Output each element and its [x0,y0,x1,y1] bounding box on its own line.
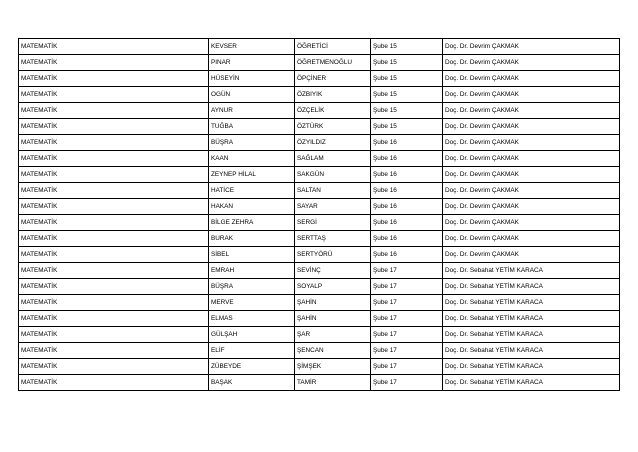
first-name-cell: KEVSER [209,39,295,55]
last-name-cell: ÖZYILDIZ [295,135,371,151]
branch-cell: Şube 17 [371,375,443,391]
department-cell: MATEMATİK [19,295,209,311]
last-name-cell: SAKGÜN [295,167,371,183]
first-name-cell: EMRAH [209,263,295,279]
table-row [19,87,620,103]
first-name-cell: HATİCE [209,183,295,199]
table-row [19,247,620,263]
first-name-cell: PINAR [209,55,295,71]
branch-cell: Şube 17 [371,279,443,295]
advisor-cell: Doç. Dr. Devrim ÇAKMAK [443,55,620,71]
table-row [19,167,620,183]
last-name-cell: ÖĞRETİCİ [295,39,371,55]
last-name-cell: SERGİ [295,215,371,231]
table-row [19,151,620,167]
table-row [19,119,620,135]
branch-cell: Şube 17 [371,327,443,343]
first-name-cell: TUĞBA [209,119,295,135]
department-cell: MATEMATİK [19,247,209,263]
table-row [19,55,620,71]
department-cell: MATEMATİK [19,119,209,135]
department-cell: MATEMATİK [19,87,209,103]
first-name-cell: HÜSEYİN [209,71,295,87]
department-cell: MATEMATİK [19,135,209,151]
first-name-cell: BAŞAK [209,375,295,391]
advisor-cell: Doç. Dr. Devrim ÇAKMAK [443,103,620,119]
table-row [19,311,620,327]
branch-cell: Şube 15 [371,55,443,71]
department-cell: MATEMATİK [19,103,209,119]
last-name-cell: SOYALP [295,279,371,295]
branch-cell: Şube 16 [371,151,443,167]
last-name-cell: SAĞLAM [295,151,371,167]
table-row [19,215,620,231]
first-name-cell: OGÜN [209,87,295,103]
table-row [19,359,620,375]
branch-cell: Şube 16 [371,215,443,231]
table-row [19,71,620,87]
advisor-cell: Doç. Dr. Sebahat YETİM KARACA [443,311,620,327]
branch-cell: Şube 15 [371,87,443,103]
branch-cell: Şube 15 [371,71,443,87]
last-name-cell: SERTTAŞ [295,231,371,247]
department-cell: MATEMATİK [19,199,209,215]
table-row [19,135,620,151]
advisor-cell: Doç. Dr. Devrim ÇAKMAK [443,247,620,263]
last-name-cell: ŞAR [295,327,371,343]
department-cell: MATEMATİK [19,183,209,199]
department-cell: MATEMATİK [19,327,209,343]
advisor-cell: Doç. Dr. Sebahat YETİM KARACA [443,327,620,343]
department-cell: MATEMATİK [19,359,209,375]
department-cell: MATEMATİK [19,279,209,295]
last-name-cell: ŞİMŞEK [295,359,371,375]
last-name-cell: ÖZÇELİK [295,103,371,119]
table-row [19,279,620,295]
table-row [19,231,620,247]
branch-cell: Şube 17 [371,359,443,375]
last-name-cell: TAMİR [295,375,371,391]
student-list-sheet [18,38,619,391]
last-name-cell: ÖZTÜRK [295,119,371,135]
branch-cell: Şube 16 [371,183,443,199]
branch-cell: Şube 16 [371,247,443,263]
branch-cell: Şube 17 [371,311,443,327]
advisor-cell: Doç. Dr. Devrim ÇAKMAK [443,167,620,183]
advisor-cell: Doç. Dr. Devrim ÇAKMAK [443,231,620,247]
department-cell: MATEMATİK [19,39,209,55]
last-name-cell: ÖPÇİNER [295,71,371,87]
table-row [19,199,620,215]
advisor-cell: Doç. Dr. Sebahat YETİM KARACA [443,343,620,359]
first-name-cell: BÜŞRA [209,135,295,151]
advisor-cell: Doç. Dr. Devrim ÇAKMAK [443,199,620,215]
advisor-cell: Doç. Dr. Devrim ÇAKMAK [443,87,620,103]
first-name-cell: BİLGE ZEHRA [209,215,295,231]
table-row [19,343,620,359]
first-name-cell: SİBEL [209,247,295,263]
advisor-cell: Doç. Dr. Sebahat YETİM KARACA [443,263,620,279]
first-name-cell: BÜŞRA [209,279,295,295]
branch-cell: Şube 15 [371,103,443,119]
branch-cell: Şube 17 [371,343,443,359]
first-name-cell: ZEYNEP HİLAL [209,167,295,183]
table-row [19,183,620,199]
department-cell: MATEMATİK [19,231,209,247]
table-row [19,375,620,391]
department-cell: MATEMATİK [19,71,209,87]
department-cell: MATEMATİK [19,263,209,279]
advisor-cell: Doç. Dr. Sebahat YETİM KARACA [443,375,620,391]
department-cell: MATEMATİK [19,343,209,359]
last-name-cell: ÖZBIYIK [295,87,371,103]
department-cell: MATEMATİK [19,375,209,391]
last-name-cell: SERTYÖRÜ [295,247,371,263]
department-cell: MATEMATİK [19,311,209,327]
first-name-cell: GÜLŞAH [209,327,295,343]
advisor-cell: Doç. Dr. Devrim ÇAKMAK [443,71,620,87]
first-name-cell: ELMAS [209,311,295,327]
student-table [18,38,620,391]
branch-cell: Şube 15 [371,119,443,135]
last-name-cell: ŞAHİN [295,295,371,311]
branch-cell: Şube 16 [371,199,443,215]
first-name-cell: AYNUR [209,103,295,119]
last-name-cell: SALTAN [295,183,371,199]
first-name-cell: HAKAN [209,199,295,215]
department-cell: MATEMATİK [19,55,209,71]
last-name-cell: SAYAR [295,199,371,215]
branch-cell: Şube 17 [371,263,443,279]
student-table-body [19,39,620,391]
department-cell: MATEMATİK [19,167,209,183]
branch-cell: Şube 16 [371,231,443,247]
advisor-cell: Doç. Dr. Devrim ÇAKMAK [443,183,620,199]
first-name-cell: ELİF [209,343,295,359]
advisor-cell: Doç. Dr. Devrim ÇAKMAK [443,135,620,151]
first-name-cell: BURAK [209,231,295,247]
table-row [19,295,620,311]
table-row [19,39,620,55]
last-name-cell: ŞAHİN [295,311,371,327]
department-cell: MATEMATİK [19,215,209,231]
table-row [19,327,620,343]
advisor-cell: Doç. Dr. Devrim ÇAKMAK [443,39,620,55]
last-name-cell: ŞENCAN [295,343,371,359]
branch-cell: Şube 17 [371,295,443,311]
department-cell: MATEMATİK [19,151,209,167]
advisor-cell: Doç. Dr. Devrim ÇAKMAK [443,119,620,135]
first-name-cell: KAAN [209,151,295,167]
branch-cell: Şube 16 [371,167,443,183]
first-name-cell: MERVE [209,295,295,311]
advisor-cell: Doç. Dr. Sebahat YETİM KARACA [443,359,620,375]
branch-cell: Şube 16 [371,135,443,151]
table-row [19,263,620,279]
last-name-cell: ÖĞRETMENOĞLU [295,55,371,71]
first-name-cell: ZÜBEYDE [209,359,295,375]
advisor-cell: Doç. Dr. Devrim ÇAKMAK [443,215,620,231]
last-name-cell: SEVİNÇ [295,263,371,279]
advisor-cell: Doç. Dr. Devrim ÇAKMAK [443,151,620,167]
advisor-cell: Doç. Dr. Sebahat YETİM KARACA [443,295,620,311]
branch-cell: Şube 15 [371,39,443,55]
table-row [19,103,620,119]
advisor-cell: Doç. Dr. Sebahat YETİM KARACA [443,279,620,295]
